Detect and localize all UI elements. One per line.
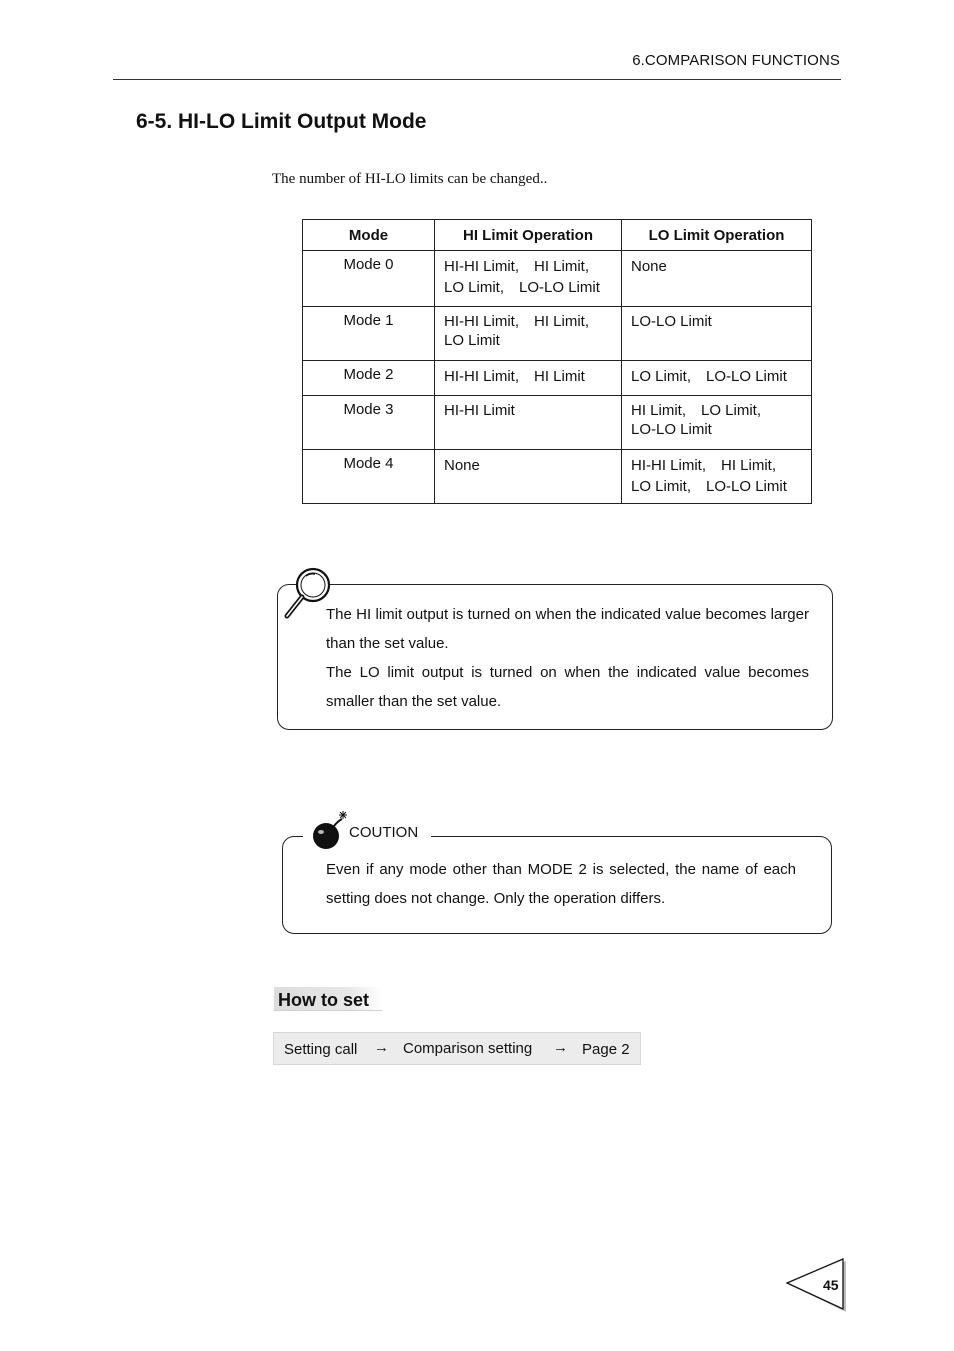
lo-cell	[622, 361, 812, 396]
header-lo-limit-operation: LO Limit Operation	[622, 220, 812, 251]
table-header-row	[303, 220, 812, 251]
hi-line: LO Limit, LO-LO Limit	[444, 279, 600, 296]
hi-cell	[435, 361, 622, 396]
hi-line: HI-HI Limit	[444, 402, 515, 419]
path-step: Setting call	[284, 1041, 358, 1058]
lo-line: LO Limit, LO-LO Limit	[631, 478, 787, 495]
lo-cell	[622, 450, 812, 504]
lo-line: None	[631, 258, 667, 275]
arrow-right-icon: →	[553, 1039, 568, 1056]
hi-line: HI-HI Limit, HI Limit,	[444, 313, 590, 330]
mode-cell: Mode 4	[303, 450, 435, 504]
path-step: Comparison setting	[403, 1040, 533, 1057]
mode-cell: Mode 3	[303, 396, 435, 450]
setting-path	[273, 1032, 641, 1065]
note-line: The HI limit output is turned on when the indicated value becomes larger than the set value.	[326, 606, 809, 652]
header-hi-limit-operation: HI Limit Operation	[435, 220, 622, 251]
path-step: Page 2	[582, 1041, 630, 1058]
hi-line: HI-HI Limit, HI Limit,	[444, 258, 590, 275]
hi-cell	[435, 396, 622, 450]
note-text	[326, 600, 809, 716]
lo-line: HI Limit, LO Limit,	[631, 402, 762, 419]
mode-cell: Mode 0	[303, 251, 435, 307]
lo-line: LO Limit, LO-LO Limit	[631, 368, 787, 385]
caution-text: Even if any mode other than MODE 2 is selected, the name of each setting does not change. Only the operation differs.	[326, 861, 796, 907]
running-header: 6.COMPARISON FUNCTIONS	[632, 52, 840, 69]
mode-table	[302, 219, 812, 504]
table-row	[303, 396, 812, 450]
table-row	[303, 251, 812, 307]
header-divider	[113, 79, 841, 80]
page-number: 45	[823, 1277, 839, 1293]
intro-text: The number of HI-LO limits can be changed..	[272, 171, 548, 187]
how-to-set-heading: How to set	[274, 987, 382, 1011]
table-row	[303, 450, 812, 504]
hi-cell	[435, 450, 622, 504]
hi-line: LO Limit	[444, 332, 500, 349]
arrow-right-icon: →	[374, 1039, 389, 1056]
lo-cell	[622, 251, 812, 307]
hi-cell	[435, 307, 622, 361]
header-mode: Mode	[303, 220, 435, 251]
hi-line: None	[444, 457, 480, 474]
hi-cell	[435, 251, 622, 307]
lo-line: LO-LO Limit	[631, 313, 712, 330]
note-line: The LO limit output is turned on when the indicated value becomes smaller than the set value.	[326, 664, 809, 710]
section-title: 6-5. HI-LO Limit Output Mode	[136, 110, 427, 133]
lo-line: HI-HI Limit, HI Limit,	[631, 457, 777, 474]
how-to-set-underline	[274, 1010, 382, 1011]
table-row	[303, 361, 812, 396]
bomb-icon	[307, 808, 351, 852]
lo-cell	[622, 307, 812, 361]
table-row	[303, 307, 812, 361]
lo-cell	[622, 396, 812, 450]
caution-label: COUTION	[349, 824, 419, 841]
mode-cell: Mode 1	[303, 307, 435, 361]
lo-line: LO-LO Limit	[631, 421, 712, 438]
mode-cell: Mode 2	[303, 361, 435, 396]
hi-line: HI-HI Limit, HI Limit	[444, 368, 585, 385]
